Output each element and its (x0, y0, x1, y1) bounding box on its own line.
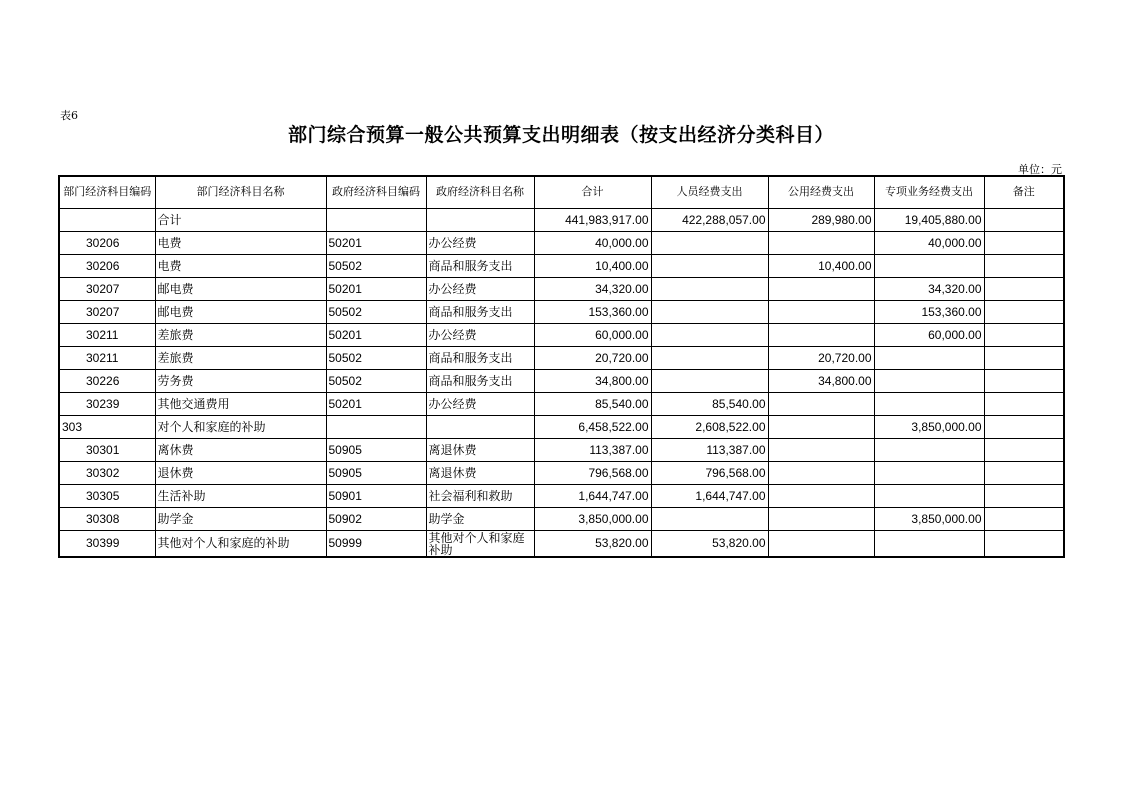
cell-remark (984, 369, 1064, 392)
header-remark: 备注 (984, 176, 1064, 208)
cell-dept-name: 电费 (155, 231, 326, 254)
cell-dept-name: 电费 (155, 254, 326, 277)
cell-dept-code: 30211 (59, 323, 155, 346)
table-row (59, 484, 1064, 507)
cell-remark (984, 415, 1064, 438)
cell-remark (984, 392, 1064, 415)
header-special: 专项业务经费支出 (874, 176, 984, 208)
cell-public (768, 415, 874, 438)
cell-public: 10,400.00 (768, 254, 874, 277)
table-row (59, 415, 1064, 438)
cell-total: 20,720.00 (534, 346, 651, 369)
cell-gov-code: 50201 (326, 392, 426, 415)
cell-remark (984, 300, 1064, 323)
header-personnel: 人员经费支出 (651, 176, 768, 208)
unit-label: 单位：元 (1018, 163, 1062, 176)
cell-dept-name: 劳务费 (155, 369, 326, 392)
cell-dept-code: 30305 (59, 484, 155, 507)
cell-dept-code: 30239 (59, 392, 155, 415)
cell-gov-code: 50502 (326, 300, 426, 323)
cell-total: 3,850,000.00 (534, 507, 651, 530)
cell-special: 40,000.00 (874, 231, 984, 254)
table-body (59, 208, 1064, 557)
cell-personnel: 85,540.00 (651, 392, 768, 415)
cell-gov-name: 商品和服务支出 (426, 346, 534, 369)
cell-total: 53,820.00 (534, 530, 651, 557)
cell-public (768, 323, 874, 346)
cell-personnel: 422,288,057.00 (651, 208, 768, 231)
cell-special (874, 484, 984, 507)
cell-dept-code: 30207 (59, 300, 155, 323)
cell-gov-name: 商品和服务支出 (426, 254, 534, 277)
cell-special: 19,405,880.00 (874, 208, 984, 231)
cell-personnel (651, 507, 768, 530)
cell-remark (984, 461, 1064, 484)
cell-special (874, 530, 984, 557)
cell-public (768, 277, 874, 300)
cell-remark (984, 346, 1064, 369)
table-row (59, 507, 1064, 530)
cell-gov-code: 50905 (326, 438, 426, 461)
cell-gov-code: 50502 (326, 346, 426, 369)
cell-gov-name (426, 415, 534, 438)
header-dept-name: 部门经济科目名称 (155, 176, 326, 208)
cell-personnel: 1,644,747.00 (651, 484, 768, 507)
cell-gov-name: 助学金 (426, 507, 534, 530)
cell-total: 1,644,747.00 (534, 484, 651, 507)
cell-gov-code: 50999 (326, 530, 426, 557)
cell-dept-code: 30302 (59, 461, 155, 484)
header-public: 公用经费支出 (768, 176, 874, 208)
cell-gov-name (426, 208, 534, 231)
cell-remark (984, 277, 1064, 300)
cell-special (874, 369, 984, 392)
cell-remark (984, 254, 1064, 277)
cell-gov-name: 办公经费 (426, 231, 534, 254)
cell-total: 6,458,522.00 (534, 415, 651, 438)
header-dept-code: 部门经济科目编码 (59, 176, 155, 208)
table-number: 表6 (60, 109, 78, 122)
cell-remark (984, 323, 1064, 346)
cell-total: 441,983,917.00 (534, 208, 651, 231)
cell-gov-name: 办公经费 (426, 323, 534, 346)
cell-special (874, 346, 984, 369)
cell-remark (984, 507, 1064, 530)
cell-special (874, 461, 984, 484)
cell-dept-name: 离休费 (155, 438, 326, 461)
table-row (59, 346, 1064, 369)
cell-dept-code: 30207 (59, 277, 155, 300)
cell-public (768, 484, 874, 507)
cell-gov-code: 50201 (326, 231, 426, 254)
cell-gov-name: 商品和服务支出 (426, 300, 534, 323)
cell-personnel: 53,820.00 (651, 530, 768, 557)
cell-special (874, 392, 984, 415)
cell-public (768, 507, 874, 530)
cell-public (768, 231, 874, 254)
cell-personnel (651, 300, 768, 323)
cell-special (874, 438, 984, 461)
cell-total: 60,000.00 (534, 323, 651, 346)
document-title: 部门综合预算一般公共预算支出明细表（按支出经济分类科目） (287, 124, 834, 146)
cell-public (768, 530, 874, 557)
cell-dept-name: 其他对个人和家庭的补助 (155, 530, 326, 557)
cell-dept-code: 30206 (59, 254, 155, 277)
cell-public (768, 300, 874, 323)
cell-dept-name: 生活补助 (155, 484, 326, 507)
cell-remark (984, 484, 1064, 507)
cell-personnel (651, 254, 768, 277)
cell-gov-code (326, 208, 426, 231)
cell-special: 3,850,000.00 (874, 415, 984, 438)
cell-public (768, 438, 874, 461)
cell-personnel (651, 369, 768, 392)
cell-dept-name: 对个人和家庭的补助 (155, 415, 326, 438)
header-total: 合计 (534, 176, 651, 208)
cell-personnel (651, 346, 768, 369)
cell-dept-code: 30226 (59, 369, 155, 392)
cell-total: 113,387.00 (534, 438, 651, 461)
cell-personnel: 113,387.00 (651, 438, 768, 461)
cell-special: 34,320.00 (874, 277, 984, 300)
cell-gov-code: 50902 (326, 507, 426, 530)
cell-public (768, 461, 874, 484)
table-row (59, 530, 1064, 557)
cell-dept-code (59, 208, 155, 231)
cell-personnel (651, 231, 768, 254)
cell-dept-code: 30211 (59, 346, 155, 369)
cell-gov-code: 50201 (326, 277, 426, 300)
cell-total: 796,568.00 (534, 461, 651, 484)
cell-gov-code: 50905 (326, 461, 426, 484)
cell-remark (984, 438, 1064, 461)
cell-dept-name: 邮电费 (155, 277, 326, 300)
cell-dept-name: 邮电费 (155, 300, 326, 323)
cell-public (768, 392, 874, 415)
cell-dept-name: 合计 (155, 208, 326, 231)
cell-personnel: 2,608,522.00 (651, 415, 768, 438)
cell-gov-name: 办公经费 (426, 277, 534, 300)
table-row (59, 438, 1064, 461)
cell-remark (984, 208, 1064, 231)
cell-dept-name: 助学金 (155, 507, 326, 530)
table-row (59, 208, 1064, 231)
cell-remark (984, 231, 1064, 254)
table-row (59, 369, 1064, 392)
cell-gov-code: 50502 (326, 369, 426, 392)
header-gov-code: 政府经济科目编码 (326, 176, 426, 208)
table-row (59, 461, 1064, 484)
cell-gov-code: 50901 (326, 484, 426, 507)
cell-dept-name: 其他交通费用 (155, 392, 326, 415)
cell-gov-code: 50502 (326, 254, 426, 277)
header-row (59, 176, 1064, 208)
cell-dept-code: 303 (59, 415, 155, 438)
cell-personnel (651, 277, 768, 300)
cell-gov-code (326, 415, 426, 438)
table-row (59, 231, 1064, 254)
table-row (59, 392, 1064, 415)
cell-remark (984, 530, 1064, 557)
cell-total: 10,400.00 (534, 254, 651, 277)
table-row (59, 300, 1064, 323)
cell-dept-name: 差旅费 (155, 323, 326, 346)
cell-dept-code: 30308 (59, 507, 155, 530)
cell-special: 153,360.00 (874, 300, 984, 323)
cell-total: 34,320.00 (534, 277, 651, 300)
expenditure-table (58, 175, 1065, 558)
table-row (59, 277, 1064, 300)
cell-dept-name: 退休费 (155, 461, 326, 484)
cell-gov-name: 离退休费 (426, 438, 534, 461)
cell-public: 20,720.00 (768, 346, 874, 369)
cell-gov-name: 社会福利和救助 (426, 484, 534, 507)
table-row (59, 254, 1064, 277)
cell-special: 3,850,000.00 (874, 507, 984, 530)
cell-gov-name: 商品和服务支出 (426, 369, 534, 392)
cell-dept-code: 30399 (59, 530, 155, 557)
cell-special (874, 254, 984, 277)
table-row (59, 323, 1064, 346)
cell-dept-name: 差旅费 (155, 346, 326, 369)
cell-total: 40,000.00 (534, 231, 651, 254)
cell-total: 34,800.00 (534, 369, 651, 392)
cell-total: 85,540.00 (534, 392, 651, 415)
header-gov-name: 政府经济科目名称 (426, 176, 534, 208)
cell-gov-name: 其他对个人和家庭补助 (426, 530, 534, 557)
cell-public: 289,980.00 (768, 208, 874, 231)
cell-total: 153,360.00 (534, 300, 651, 323)
cell-dept-code: 30301 (59, 438, 155, 461)
cell-personnel (651, 323, 768, 346)
cell-public: 34,800.00 (768, 369, 874, 392)
cell-gov-code: 50201 (326, 323, 426, 346)
cell-personnel: 796,568.00 (651, 461, 768, 484)
cell-gov-name: 办公经费 (426, 392, 534, 415)
cell-gov-name: 离退休费 (426, 461, 534, 484)
cell-dept-code: 30206 (59, 231, 155, 254)
cell-special: 60,000.00 (874, 323, 984, 346)
